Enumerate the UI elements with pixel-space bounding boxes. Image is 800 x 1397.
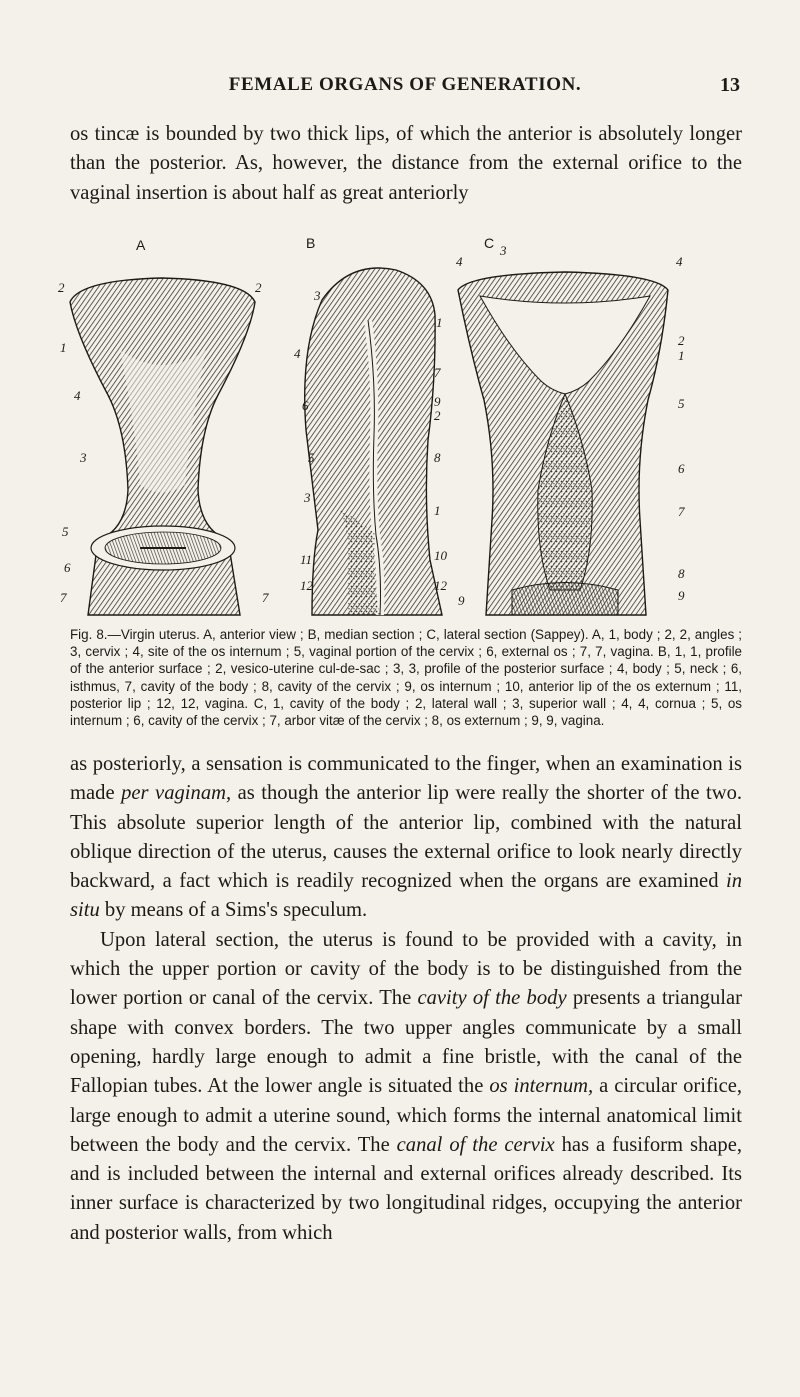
caption-lead: Fig. 8.—Virgin uterus. xyxy=(70,627,200,642)
p1-emphasis-in-situ: in situ xyxy=(70,870,742,922)
label-b-10: 10 xyxy=(434,548,447,563)
label-c-5: 5 xyxy=(678,396,685,411)
label-a-3: 3 xyxy=(80,450,87,465)
label-a-6: 6 xyxy=(64,560,71,575)
p2-text-d: has a fusiform shape, and is included between the internal and external orifices already described. Its inner surface is characterized by two longitudinal ridges, occupying the anterior and posterior walls, from which xyxy=(70,1133,742,1244)
label-b-6: 6 xyxy=(302,398,309,413)
p2-emphasis-os-internum: os internum, xyxy=(489,1075,594,1098)
p2-text-c: a circular orifice, large enough to admit a uterine sound, which forms the internal anatomical limit between the body and the cervix. The xyxy=(70,1075,742,1156)
label-b-11: 11 xyxy=(300,552,313,567)
panel-label-a: A xyxy=(136,237,146,253)
label-a-2-right: 2 xyxy=(255,280,262,295)
label-c-3: 3 xyxy=(500,243,507,258)
label-b-7: 7 xyxy=(434,365,441,380)
panel-label-c: C xyxy=(484,235,495,251)
vagina-c xyxy=(512,583,618,616)
p2-text-b: presents a triangular shape with convex borders. The two upper angles communicate by a small opening, hardly large enough to admit a fine bristle, with the canal of the Fallopian tubes. At the lower angle is situated the xyxy=(70,987,742,1098)
panel-a-anterior-view xyxy=(70,278,255,615)
label-a-5: 5 xyxy=(62,524,69,539)
label-c-9-right: 9 xyxy=(678,588,685,603)
caption-body: A, anterior view ; B, median section ; C, lateral section (Sappey). A, 1, body ; 2, 2, angles ; 3, cervix ; 4, site of the os internum ; 5, vaginal portion of the cervix ; 6, external os ; 7, 7, vagina. B, 1, 1, profile of the anterior surface ; 2, vesico-uterine cul-de-sac ; 3, 3, profile of the posterior surface ; 4, body ; 5, neck ; 6, isthmus, 7, cavity of the body ; 8, cavity of the cervix ; 9, os internum ; 10, anterior lip of the os externum ; 11, posterior lip ; 12, 12, vagina. C, 1, cavity of the body ; 2, lateral wall ; 3, superior wall ; 4, 4, cornua ; 5, os internum ; 6, cavity of the cervix ; 7, arbor vitæ of the cervix ; 8, os externum ; 9, 9, vagina. xyxy=(70,627,742,729)
label-a-1: 1 xyxy=(60,340,67,355)
panel-b-median-section xyxy=(305,268,442,615)
p1-text-b: as though the anterior lip were really the shorter of the two. This absolute superior length of the anterior lip, combined with the natural oblique direction of the uterus, causes the external orifice to look nearly directly backward, a fact which is readily recognized when the organs are examined xyxy=(70,782,743,893)
page-number: 13 xyxy=(720,74,740,96)
paragraph-1 xyxy=(70,750,742,926)
label-c-4-left: 4 xyxy=(456,254,463,269)
label-b-12-right: 12 xyxy=(434,578,447,593)
label-b-8: 8 xyxy=(434,450,441,465)
label-a-7-right: 7 xyxy=(262,590,269,605)
label-c-9-left: 9 xyxy=(458,593,465,608)
label-b-3-bottom: 3 xyxy=(304,490,311,505)
paragraph-2 xyxy=(70,926,742,1248)
label-c-1: 1 xyxy=(678,348,685,363)
panel-label-b: B xyxy=(306,235,316,251)
page-header xyxy=(70,74,740,104)
label-c-2: 2 xyxy=(678,333,685,348)
label-b-1-top: 1 xyxy=(436,315,443,330)
figure-caption xyxy=(70,626,742,729)
label-b-3-top: 3 xyxy=(314,288,321,303)
label-a-2-left: 2 xyxy=(58,280,65,295)
p1-text-a: as posteriorly, a sensation is communicated to the finger, when an examination is made xyxy=(70,753,742,805)
body-text xyxy=(70,750,742,1248)
p1-emphasis-per-vaginam: per vaginam, xyxy=(121,782,232,805)
label-b-4: 4 xyxy=(294,346,301,361)
label-c-6: 6 xyxy=(678,461,685,476)
running-title: FEMALE ORGANS OF GENERATION. xyxy=(228,74,582,95)
label-c-7: 7 xyxy=(678,504,685,519)
p2-text-a: Upon lateral section, the uterus is found to be provided with a cavity, in which the upper portion or cavity of the body is to be distinguished from the lower portion or canal of the cervix. The xyxy=(70,928,742,1010)
label-c-8: 8 xyxy=(678,566,685,581)
p1-text-c: by means of a Sims's speculum. xyxy=(99,899,368,922)
p2-emphasis-cavity-of-body: cavity of the body xyxy=(417,987,567,1010)
label-a-4: 4 xyxy=(74,388,81,403)
p2-emphasis-canal-of-cervix: canal of the cervix xyxy=(396,1133,555,1156)
panel-c-lateral-section xyxy=(458,272,668,615)
figure-uterus xyxy=(50,230,750,625)
label-b-9: 9 xyxy=(434,394,441,409)
label-b-12-left: 12 xyxy=(300,578,313,593)
label-b-1-bottom: 1 xyxy=(434,503,441,518)
label-b-2: 2 xyxy=(434,408,441,423)
label-b-5: 5 xyxy=(308,450,315,465)
label-a-7-left: 7 xyxy=(60,590,67,605)
label-c-4-right: 4 xyxy=(676,254,683,269)
paragraph-intro: os tincæ is bounded by two thick lips, of which the anterior is absolutely longer than the posterior. As, however, the distance from the external orifice to the vaginal insertion is about half as great anteriorly xyxy=(70,123,742,204)
figure-illustration xyxy=(50,230,750,625)
